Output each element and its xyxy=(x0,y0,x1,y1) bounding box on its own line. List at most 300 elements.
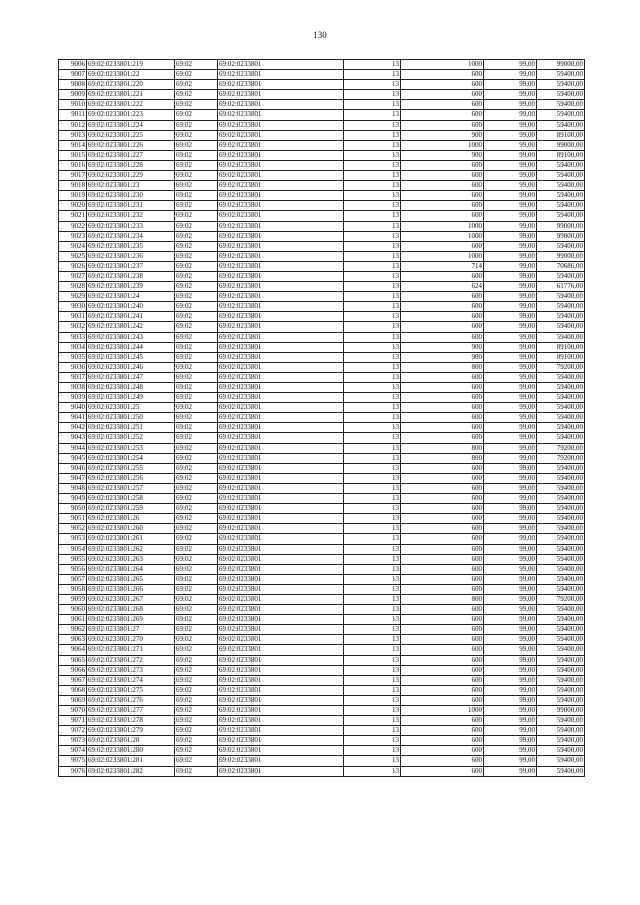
cell-region-code: 69:02 xyxy=(175,191,218,201)
cell-cadastral-number: 69:02:0233801:257 xyxy=(87,483,175,493)
cell-code: 13 xyxy=(344,160,401,170)
cell-num: 9042 xyxy=(59,423,87,433)
cell-region-code: 69:02 xyxy=(175,534,218,544)
cell-area: 600 xyxy=(401,473,484,483)
table-row xyxy=(59,635,585,645)
cell-region-code: 69:02 xyxy=(175,322,218,332)
table-body xyxy=(59,60,585,777)
cell-value: 59400,00 xyxy=(537,271,585,281)
cell-code: 13 xyxy=(344,342,401,352)
cell-quarter: 69:02:0233801 xyxy=(218,584,344,594)
cell-value: 59400,00 xyxy=(537,191,585,201)
cell-value: 59400,00 xyxy=(537,746,585,756)
cell-code: 13 xyxy=(344,695,401,705)
cell-area: 714 xyxy=(401,261,484,271)
cell-price: 99,00 xyxy=(484,615,537,625)
cell-quarter: 69:02:0233801 xyxy=(218,746,344,756)
cell-value: 59400,00 xyxy=(537,160,585,170)
table-row xyxy=(59,463,585,473)
cell-num: 9075 xyxy=(59,756,87,766)
cell-region-code: 69:02 xyxy=(175,181,218,191)
cell-area: 600 xyxy=(401,271,484,281)
table-row xyxy=(59,60,585,70)
cell-num: 9066 xyxy=(59,665,87,675)
cell-area: 900 xyxy=(401,342,484,352)
cell-region-code: 69:02 xyxy=(175,140,218,150)
cell-quarter: 69:02:0233801 xyxy=(218,423,344,433)
cell-num: 9061 xyxy=(59,615,87,625)
cell-region-code: 69:02 xyxy=(175,706,218,716)
cell-cadastral-number: 69:02:0233801:256 xyxy=(87,473,175,483)
cell-quarter: 69:02:0233801 xyxy=(218,372,344,382)
cell-code: 13 xyxy=(344,110,401,120)
cell-price: 99,00 xyxy=(484,251,537,261)
cell-region-code: 69:02 xyxy=(175,433,218,443)
cell-value: 59400,00 xyxy=(537,70,585,80)
cell-cadastral-number: 69:02:0233801:240 xyxy=(87,302,175,312)
cell-cadastral-number: 69:02:0233801:280 xyxy=(87,746,175,756)
cell-area: 600 xyxy=(401,322,484,332)
cell-price: 99,00 xyxy=(484,130,537,140)
cell-code: 13 xyxy=(344,534,401,544)
cell-price: 99,00 xyxy=(484,181,537,191)
cell-region-code: 69:02 xyxy=(175,615,218,625)
cell-price: 99,00 xyxy=(484,201,537,211)
cell-cadastral-number: 69:02:0233801:246 xyxy=(87,362,175,372)
cell-value: 89100,00 xyxy=(537,150,585,160)
cell-code: 13 xyxy=(344,241,401,251)
cell-area: 600 xyxy=(401,756,484,766)
cell-code: 13 xyxy=(344,483,401,493)
cell-area: 600 xyxy=(401,90,484,100)
table-row xyxy=(59,403,585,413)
cell-price: 99,00 xyxy=(484,726,537,736)
cell-code: 13 xyxy=(344,736,401,746)
cell-price: 99,00 xyxy=(484,322,537,332)
cell-price: 99,00 xyxy=(484,564,537,574)
cell-region-code: 69:02 xyxy=(175,251,218,261)
cell-num: 9027 xyxy=(59,271,87,281)
cell-num: 9065 xyxy=(59,655,87,665)
cell-region-code: 69:02 xyxy=(175,463,218,473)
cell-cadastral-number: 69:02:0233801:219 xyxy=(87,60,175,70)
table-row xyxy=(59,564,585,574)
cell-region-code: 69:02 xyxy=(175,312,218,322)
cell-num: 9032 xyxy=(59,322,87,332)
cell-value: 59400,00 xyxy=(537,494,585,504)
cell-num: 9030 xyxy=(59,302,87,312)
cadastral-table xyxy=(58,59,585,777)
cell-num: 9021 xyxy=(59,211,87,221)
cell-value: 99000,00 xyxy=(537,221,585,231)
cell-value: 59400,00 xyxy=(537,756,585,766)
cell-region-code: 69:02 xyxy=(175,261,218,271)
cell-code: 13 xyxy=(344,756,401,766)
cell-area: 600 xyxy=(401,494,484,504)
table-row xyxy=(59,655,585,665)
cell-num: 9025 xyxy=(59,251,87,261)
table-row xyxy=(59,312,585,322)
cell-num: 9024 xyxy=(59,241,87,251)
table-row xyxy=(59,494,585,504)
cell-area: 600 xyxy=(401,292,484,302)
cell-price: 99,00 xyxy=(484,150,537,160)
cell-region-code: 69:02 xyxy=(175,423,218,433)
cell-area: 600 xyxy=(401,574,484,584)
cell-region-code: 69:02 xyxy=(175,726,218,736)
cell-num: 9018 xyxy=(59,181,87,191)
cell-price: 99,00 xyxy=(484,746,537,756)
cell-region-code: 69:02 xyxy=(175,514,218,524)
cell-code: 13 xyxy=(344,352,401,362)
cell-area: 800 xyxy=(401,362,484,372)
cell-num: 9013 xyxy=(59,130,87,140)
cell-value: 59400,00 xyxy=(537,312,585,322)
cell-price: 99,00 xyxy=(484,584,537,594)
cell-code: 13 xyxy=(344,80,401,90)
cell-num: 9014 xyxy=(59,140,87,150)
table-row xyxy=(59,726,585,736)
cell-num: 9039 xyxy=(59,393,87,403)
cell-code: 13 xyxy=(344,524,401,534)
cell-quarter: 69:02:0233801 xyxy=(218,211,344,221)
cell-quarter: 69:02:0233801 xyxy=(218,140,344,150)
cell-region-code: 69:02 xyxy=(175,574,218,584)
table-row xyxy=(59,594,585,604)
cell-area: 600 xyxy=(401,645,484,655)
cell-value: 59400,00 xyxy=(537,635,585,645)
cell-value: 59400,00 xyxy=(537,534,585,544)
table-row xyxy=(59,483,585,493)
cell-code: 13 xyxy=(344,635,401,645)
cell-value: 89100,00 xyxy=(537,342,585,352)
cell-code: 13 xyxy=(344,372,401,382)
cell-cadastral-number: 69:02:0233801:278 xyxy=(87,716,175,726)
cell-quarter: 69:02:0233801 xyxy=(218,726,344,736)
cell-quarter: 69:02:0233801 xyxy=(218,625,344,635)
cell-price: 99,00 xyxy=(484,140,537,150)
cell-price: 99,00 xyxy=(484,736,537,746)
cell-cadastral-number: 69:02:0233801:254 xyxy=(87,453,175,463)
cell-value: 59400,00 xyxy=(537,292,585,302)
cell-area: 600 xyxy=(401,463,484,473)
cell-area: 900 xyxy=(401,130,484,140)
cell-code: 13 xyxy=(344,453,401,463)
cell-price: 99,00 xyxy=(484,211,537,221)
cell-num: 9007 xyxy=(59,70,87,80)
cell-cadastral-number: 69:02:0233801:276 xyxy=(87,695,175,705)
cell-value: 79200,00 xyxy=(537,453,585,463)
cell-price: 99,00 xyxy=(484,90,537,100)
cell-cadastral-number: 69:02:0233801:251 xyxy=(87,423,175,433)
cell-price: 99,00 xyxy=(484,534,537,544)
cell-region-code: 69:02 xyxy=(175,413,218,423)
cell-area: 600 xyxy=(401,635,484,645)
cell-value: 59400,00 xyxy=(537,766,585,776)
cell-area: 600 xyxy=(401,403,484,413)
cell-region-code: 69:02 xyxy=(175,160,218,170)
cell-quarter: 69:02:0233801 xyxy=(218,605,344,615)
cell-cadastral-number: 69:02:0233801:226 xyxy=(87,140,175,150)
cell-price: 99,00 xyxy=(484,766,537,776)
cell-region-code: 69:02 xyxy=(175,685,218,695)
cell-value: 59400,00 xyxy=(537,544,585,554)
cell-num: 9035 xyxy=(59,352,87,362)
cell-value: 59400,00 xyxy=(537,372,585,382)
cell-area: 600 xyxy=(401,393,484,403)
cell-price: 99,00 xyxy=(484,332,537,342)
cell-cadastral-number: 69:02:0233801:277 xyxy=(87,706,175,716)
cell-value: 59400,00 xyxy=(537,433,585,443)
cell-value: 59400,00 xyxy=(537,574,585,584)
table-row xyxy=(59,362,585,372)
cell-region-code: 69:02 xyxy=(175,271,218,281)
cell-region-code: 69:02 xyxy=(175,372,218,382)
cell-num: 9020 xyxy=(59,201,87,211)
cell-price: 99,00 xyxy=(484,221,537,231)
cell-cadastral-number: 69:02:0233801:222 xyxy=(87,100,175,110)
cell-price: 99,00 xyxy=(484,423,537,433)
cell-value: 59400,00 xyxy=(537,504,585,514)
table-row xyxy=(59,453,585,463)
table-row xyxy=(59,261,585,271)
cell-cadastral-number: 69:02:0233801:260 xyxy=(87,524,175,534)
cell-code: 13 xyxy=(344,70,401,80)
cell-quarter: 69:02:0233801 xyxy=(218,645,344,655)
cell-code: 13 xyxy=(344,504,401,514)
cell-num: 9050 xyxy=(59,504,87,514)
cell-quarter: 69:02:0233801 xyxy=(218,655,344,665)
cell-price: 99,00 xyxy=(484,524,537,534)
cell-code: 13 xyxy=(344,473,401,483)
cell-code: 13 xyxy=(344,332,401,342)
cell-quarter: 69:02:0233801 xyxy=(218,332,344,342)
table-row xyxy=(59,605,585,615)
cell-quarter: 69:02:0233801 xyxy=(218,231,344,241)
cell-code: 13 xyxy=(344,615,401,625)
table-row xyxy=(59,332,585,342)
cell-num: 9010 xyxy=(59,100,87,110)
cell-cadastral-number: 69:02:0233801:224 xyxy=(87,120,175,130)
cell-code: 13 xyxy=(344,655,401,665)
cell-quarter: 69:02:0233801 xyxy=(218,312,344,322)
cell-quarter: 69:02:0233801 xyxy=(218,756,344,766)
cell-cadastral-number: 69:02:0233801:279 xyxy=(87,726,175,736)
table-row xyxy=(59,625,585,635)
table-row xyxy=(59,221,585,231)
cell-price: 99,00 xyxy=(484,60,537,70)
cell-cadastral-number: 69:02:0233801:264 xyxy=(87,564,175,574)
cell-num: 9038 xyxy=(59,383,87,393)
table-row xyxy=(59,100,585,110)
cell-cadastral-number: 69:02:0233801:225 xyxy=(87,130,175,140)
table-row xyxy=(59,181,585,191)
cell-quarter: 69:02:0233801 xyxy=(218,261,344,271)
cell-region-code: 69:02 xyxy=(175,201,218,211)
cell-area: 600 xyxy=(401,201,484,211)
cell-num: 9052 xyxy=(59,524,87,534)
cell-value: 59400,00 xyxy=(537,514,585,524)
cell-region-code: 69:02 xyxy=(175,292,218,302)
cell-area: 600 xyxy=(401,423,484,433)
table-row xyxy=(59,241,585,251)
cell-code: 13 xyxy=(344,584,401,594)
cell-quarter: 69:02:0233801 xyxy=(218,130,344,140)
cell-price: 99,00 xyxy=(484,160,537,170)
cell-area: 600 xyxy=(401,100,484,110)
cell-code: 13 xyxy=(344,645,401,655)
cell-code: 13 xyxy=(344,120,401,130)
cell-code: 13 xyxy=(344,544,401,554)
cell-quarter: 69:02:0233801 xyxy=(218,706,344,716)
cell-area: 600 xyxy=(401,746,484,756)
cell-price: 99,00 xyxy=(484,80,537,90)
cell-region-code: 69:02 xyxy=(175,625,218,635)
cell-area: 800 xyxy=(401,594,484,604)
cell-quarter: 69:02:0233801 xyxy=(218,695,344,705)
cell-price: 99,00 xyxy=(484,231,537,241)
cell-price: 99,00 xyxy=(484,645,537,655)
cell-value: 59400,00 xyxy=(537,423,585,433)
cell-value: 59400,00 xyxy=(537,181,585,191)
cell-region-code: 69:02 xyxy=(175,241,218,251)
cell-cadastral-number: 69:02:0233801:235 xyxy=(87,241,175,251)
cell-area: 600 xyxy=(401,504,484,514)
cell-area: 600 xyxy=(401,70,484,80)
cell-quarter: 69:02:0233801 xyxy=(218,302,344,312)
cell-region-code: 69:02 xyxy=(175,443,218,453)
cell-price: 99,00 xyxy=(484,655,537,665)
cell-quarter: 69:02:0233801 xyxy=(218,221,344,231)
cell-num: 9057 xyxy=(59,574,87,584)
cell-quarter: 69:02:0233801 xyxy=(218,80,344,90)
cell-quarter: 69:02:0233801 xyxy=(218,191,344,201)
cell-price: 99,00 xyxy=(484,554,537,564)
cell-region-code: 69:02 xyxy=(175,383,218,393)
cell-value: 59400,00 xyxy=(537,655,585,665)
cell-code: 13 xyxy=(344,362,401,372)
cell-value: 59400,00 xyxy=(537,211,585,221)
table-row xyxy=(59,514,585,524)
cell-price: 99,00 xyxy=(484,605,537,615)
cell-value: 59400,00 xyxy=(537,483,585,493)
cell-num: 9060 xyxy=(59,605,87,615)
cell-num: 9040 xyxy=(59,403,87,413)
cell-area: 600 xyxy=(401,695,484,705)
cell-price: 99,00 xyxy=(484,625,537,635)
cell-code: 13 xyxy=(344,423,401,433)
cell-code: 13 xyxy=(344,746,401,756)
cell-cadastral-number: 69:02:0233801:268 xyxy=(87,605,175,615)
cell-cadastral-number: 69:02:0233801:242 xyxy=(87,322,175,332)
cell-area: 600 xyxy=(401,726,484,736)
cell-region-code: 69:02 xyxy=(175,231,218,241)
cell-area: 600 xyxy=(401,181,484,191)
table-row xyxy=(59,251,585,261)
cell-area: 1000 xyxy=(401,140,484,150)
cell-area: 600 xyxy=(401,160,484,170)
table-row xyxy=(59,292,585,302)
table-row xyxy=(59,645,585,655)
cell-area: 1000 xyxy=(401,221,484,231)
cell-quarter: 69:02:0233801 xyxy=(218,60,344,70)
cell-area: 600 xyxy=(401,655,484,665)
table-row xyxy=(59,746,585,756)
cell-region-code: 69:02 xyxy=(175,635,218,645)
cell-cadastral-number: 69:02:0233801:220 xyxy=(87,80,175,90)
cell-area: 600 xyxy=(401,80,484,90)
cell-code: 13 xyxy=(344,685,401,695)
cell-value: 79200,00 xyxy=(537,362,585,372)
cell-cadastral-number: 69:02:0233801:238 xyxy=(87,271,175,281)
cell-cadastral-number: 69:02:0233801:248 xyxy=(87,383,175,393)
cell-value: 59400,00 xyxy=(537,685,585,695)
cell-quarter: 69:02:0233801 xyxy=(218,514,344,524)
cell-code: 13 xyxy=(344,140,401,150)
cell-code: 13 xyxy=(344,716,401,726)
cell-cadastral-number: 69:02:0233801:243 xyxy=(87,332,175,342)
cell-cadastral-number: 69:02:0233801:26 xyxy=(87,514,175,524)
table-row xyxy=(59,736,585,746)
cell-code: 13 xyxy=(344,181,401,191)
cell-cadastral-number: 69:02:0233801:274 xyxy=(87,675,175,685)
cell-price: 99,00 xyxy=(484,635,537,645)
cell-value: 59400,00 xyxy=(537,413,585,423)
cell-region-code: 69:02 xyxy=(175,221,218,231)
table-row xyxy=(59,584,585,594)
cell-value: 99000,00 xyxy=(537,706,585,716)
cell-region-code: 69:02 xyxy=(175,60,218,70)
cell-price: 99,00 xyxy=(484,544,537,554)
cell-value: 59400,00 xyxy=(537,726,585,736)
cell-price: 99,00 xyxy=(484,483,537,493)
cell-area: 600 xyxy=(401,524,484,534)
cell-cadastral-number: 69:02:0233801:230 xyxy=(87,191,175,201)
cell-cadastral-number: 69:02:0233801:221 xyxy=(87,90,175,100)
cell-price: 99,00 xyxy=(484,352,537,362)
cell-value: 59400,00 xyxy=(537,332,585,342)
cell-area: 600 xyxy=(401,433,484,443)
table-row xyxy=(59,504,585,514)
cell-area: 800 xyxy=(401,453,484,463)
cell-area: 600 xyxy=(401,716,484,726)
cell-cadastral-number: 69:02:0233801:27 xyxy=(87,625,175,635)
cell-quarter: 69:02:0233801 xyxy=(218,483,344,493)
cell-quarter: 69:02:0233801 xyxy=(218,534,344,544)
cell-cadastral-number: 69:02:0233801:273 xyxy=(87,665,175,675)
cell-area: 1000 xyxy=(401,60,484,70)
cell-area: 800 xyxy=(401,443,484,453)
cell-quarter: 69:02:0233801 xyxy=(218,413,344,423)
cell-value: 59400,00 xyxy=(537,605,585,615)
cell-num: 9067 xyxy=(59,675,87,685)
cell-cadastral-number: 69:02:0233801:229 xyxy=(87,171,175,181)
cell-area: 600 xyxy=(401,685,484,695)
cell-num: 9069 xyxy=(59,695,87,705)
cell-cadastral-number: 69:02:0233801:23 xyxy=(87,181,175,191)
cell-region-code: 69:02 xyxy=(175,554,218,564)
cell-price: 99,00 xyxy=(484,292,537,302)
cell-code: 13 xyxy=(344,726,401,736)
cell-cadastral-number: 69:02:0233801:245 xyxy=(87,352,175,362)
cell-region-code: 69:02 xyxy=(175,393,218,403)
table-row xyxy=(59,372,585,382)
cell-code: 13 xyxy=(344,625,401,635)
cell-cadastral-number: 69:02:0233801:252 xyxy=(87,433,175,443)
cell-value: 59400,00 xyxy=(537,675,585,685)
table-row xyxy=(59,282,585,292)
cell-code: 13 xyxy=(344,494,401,504)
